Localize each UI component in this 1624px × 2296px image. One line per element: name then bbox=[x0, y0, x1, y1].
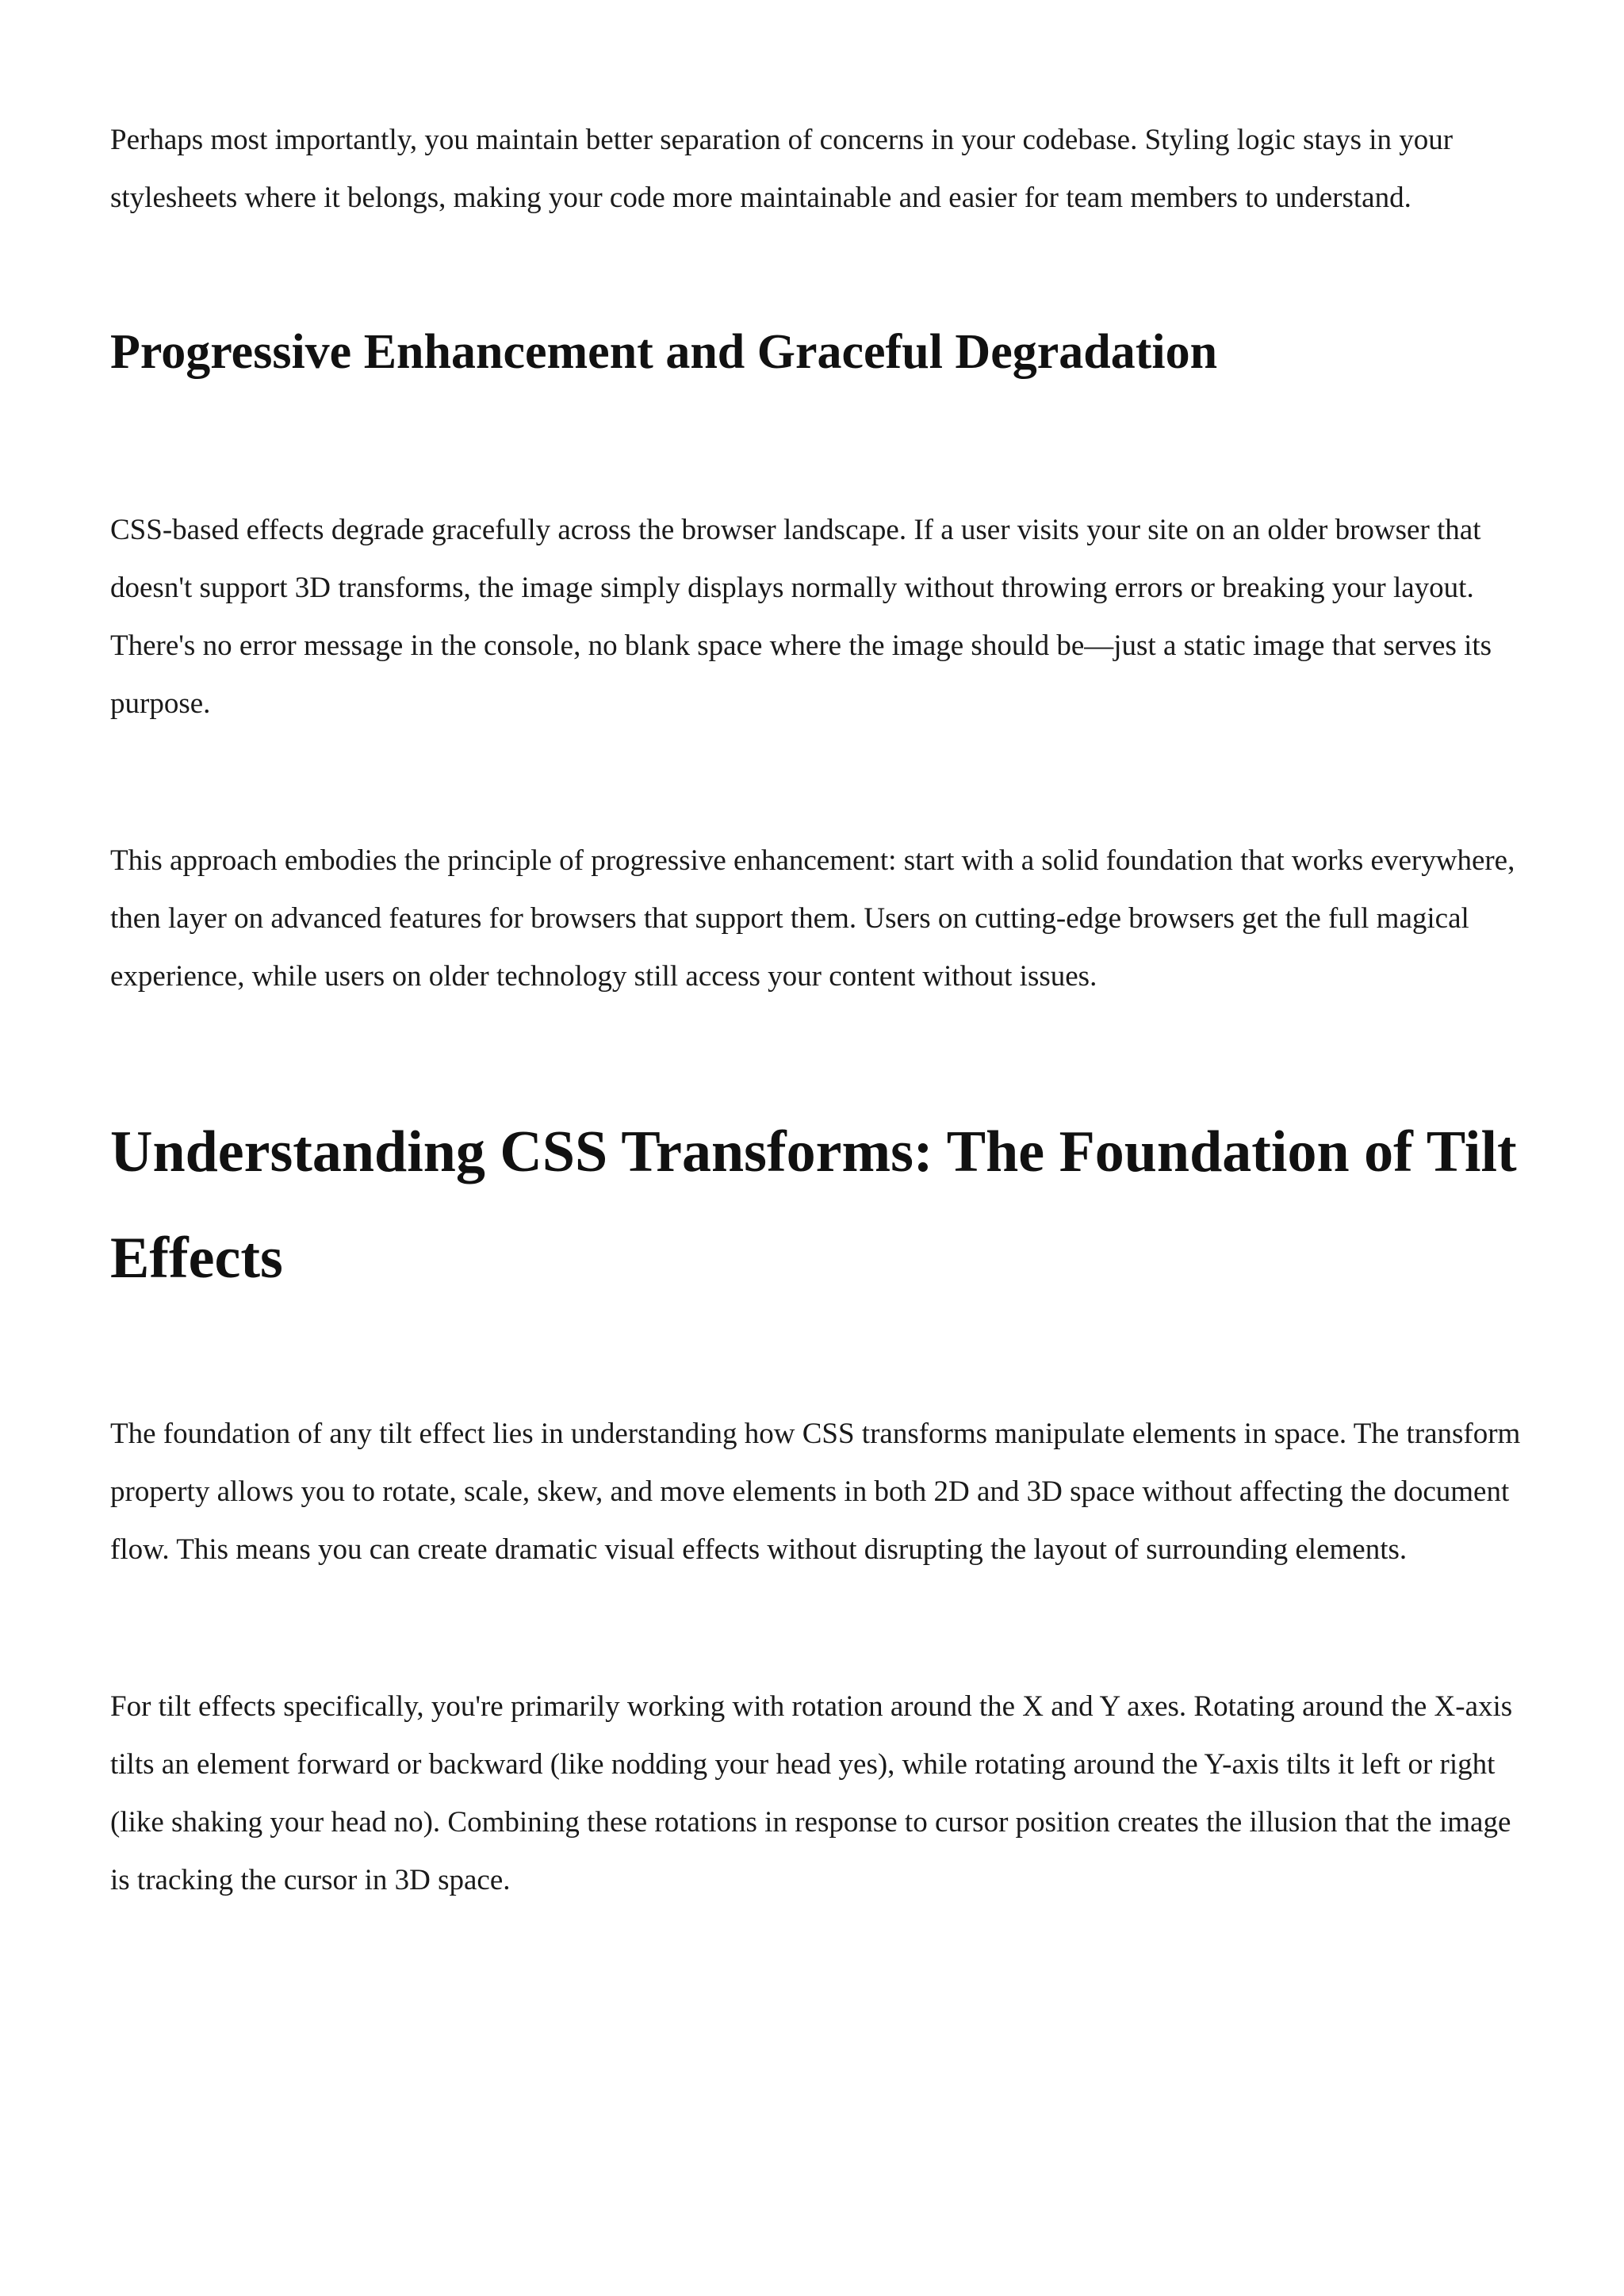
article-content bbox=[110, 111, 1522, 1909]
paragraph-transform-foundation: The foundation of any tilt effect lies in understanding how CSS transforms manipulate elements in space. The transform property allows you to rotate, scale, skew, and move elements in both 2D and 3D space without affecting the document flow. This means you can create dramatic visual effects without disrupting the layout of surrounding elements. bbox=[110, 1418, 1521, 1566]
paragraph-tilt-rotation: For tilt effects specifically, you're primarily working with rotation around the X and Y axes. Rotating around the X-axis tilts an element forward or backward (like nodding your head yes), while rotating around the Y-axis tilts it left or right (like shaking your head no). Combining these rotations in response to cursor position creates the illusion that the image is tracking the cursor in 3D space. bbox=[110, 1690, 1513, 1896]
paragraph-graceful-degradation: CSS-based effects degrade gracefully across the browser landscape. If a user visits your site on an older browser that doesn't support 3D transforms, the image simply displays normally without throwing errors or breaking your layout. There's no error message in the console, no blank space where the image should be—just a static image that serves its purpose. bbox=[110, 514, 1492, 720]
paragraph-separation-of-concerns: Perhaps most importantly, you maintain better separation of concerns in your codebase. Styling logic stays in your stylesheets where it belongs, making your code more maintainable and easier for team members to understand. bbox=[110, 124, 1454, 214]
paragraph-progressive-enhancement: This approach embodies the principle of progressive enhancement: start with a solid foundation that works everywhere, then layer on advanced features for browsers that support them. Users on cutting-edge browsers get the full magical experience, while users on older technology still access your content without issues. bbox=[110, 844, 1515, 993]
heading-progressive-enhancement: Progressive Enhancement and Graceful Degradation bbox=[110, 325, 1218, 379]
heading-css-transforms: Understanding CSS Transforms: The Foundation of Tilt Effects bbox=[110, 1119, 1517, 1291]
